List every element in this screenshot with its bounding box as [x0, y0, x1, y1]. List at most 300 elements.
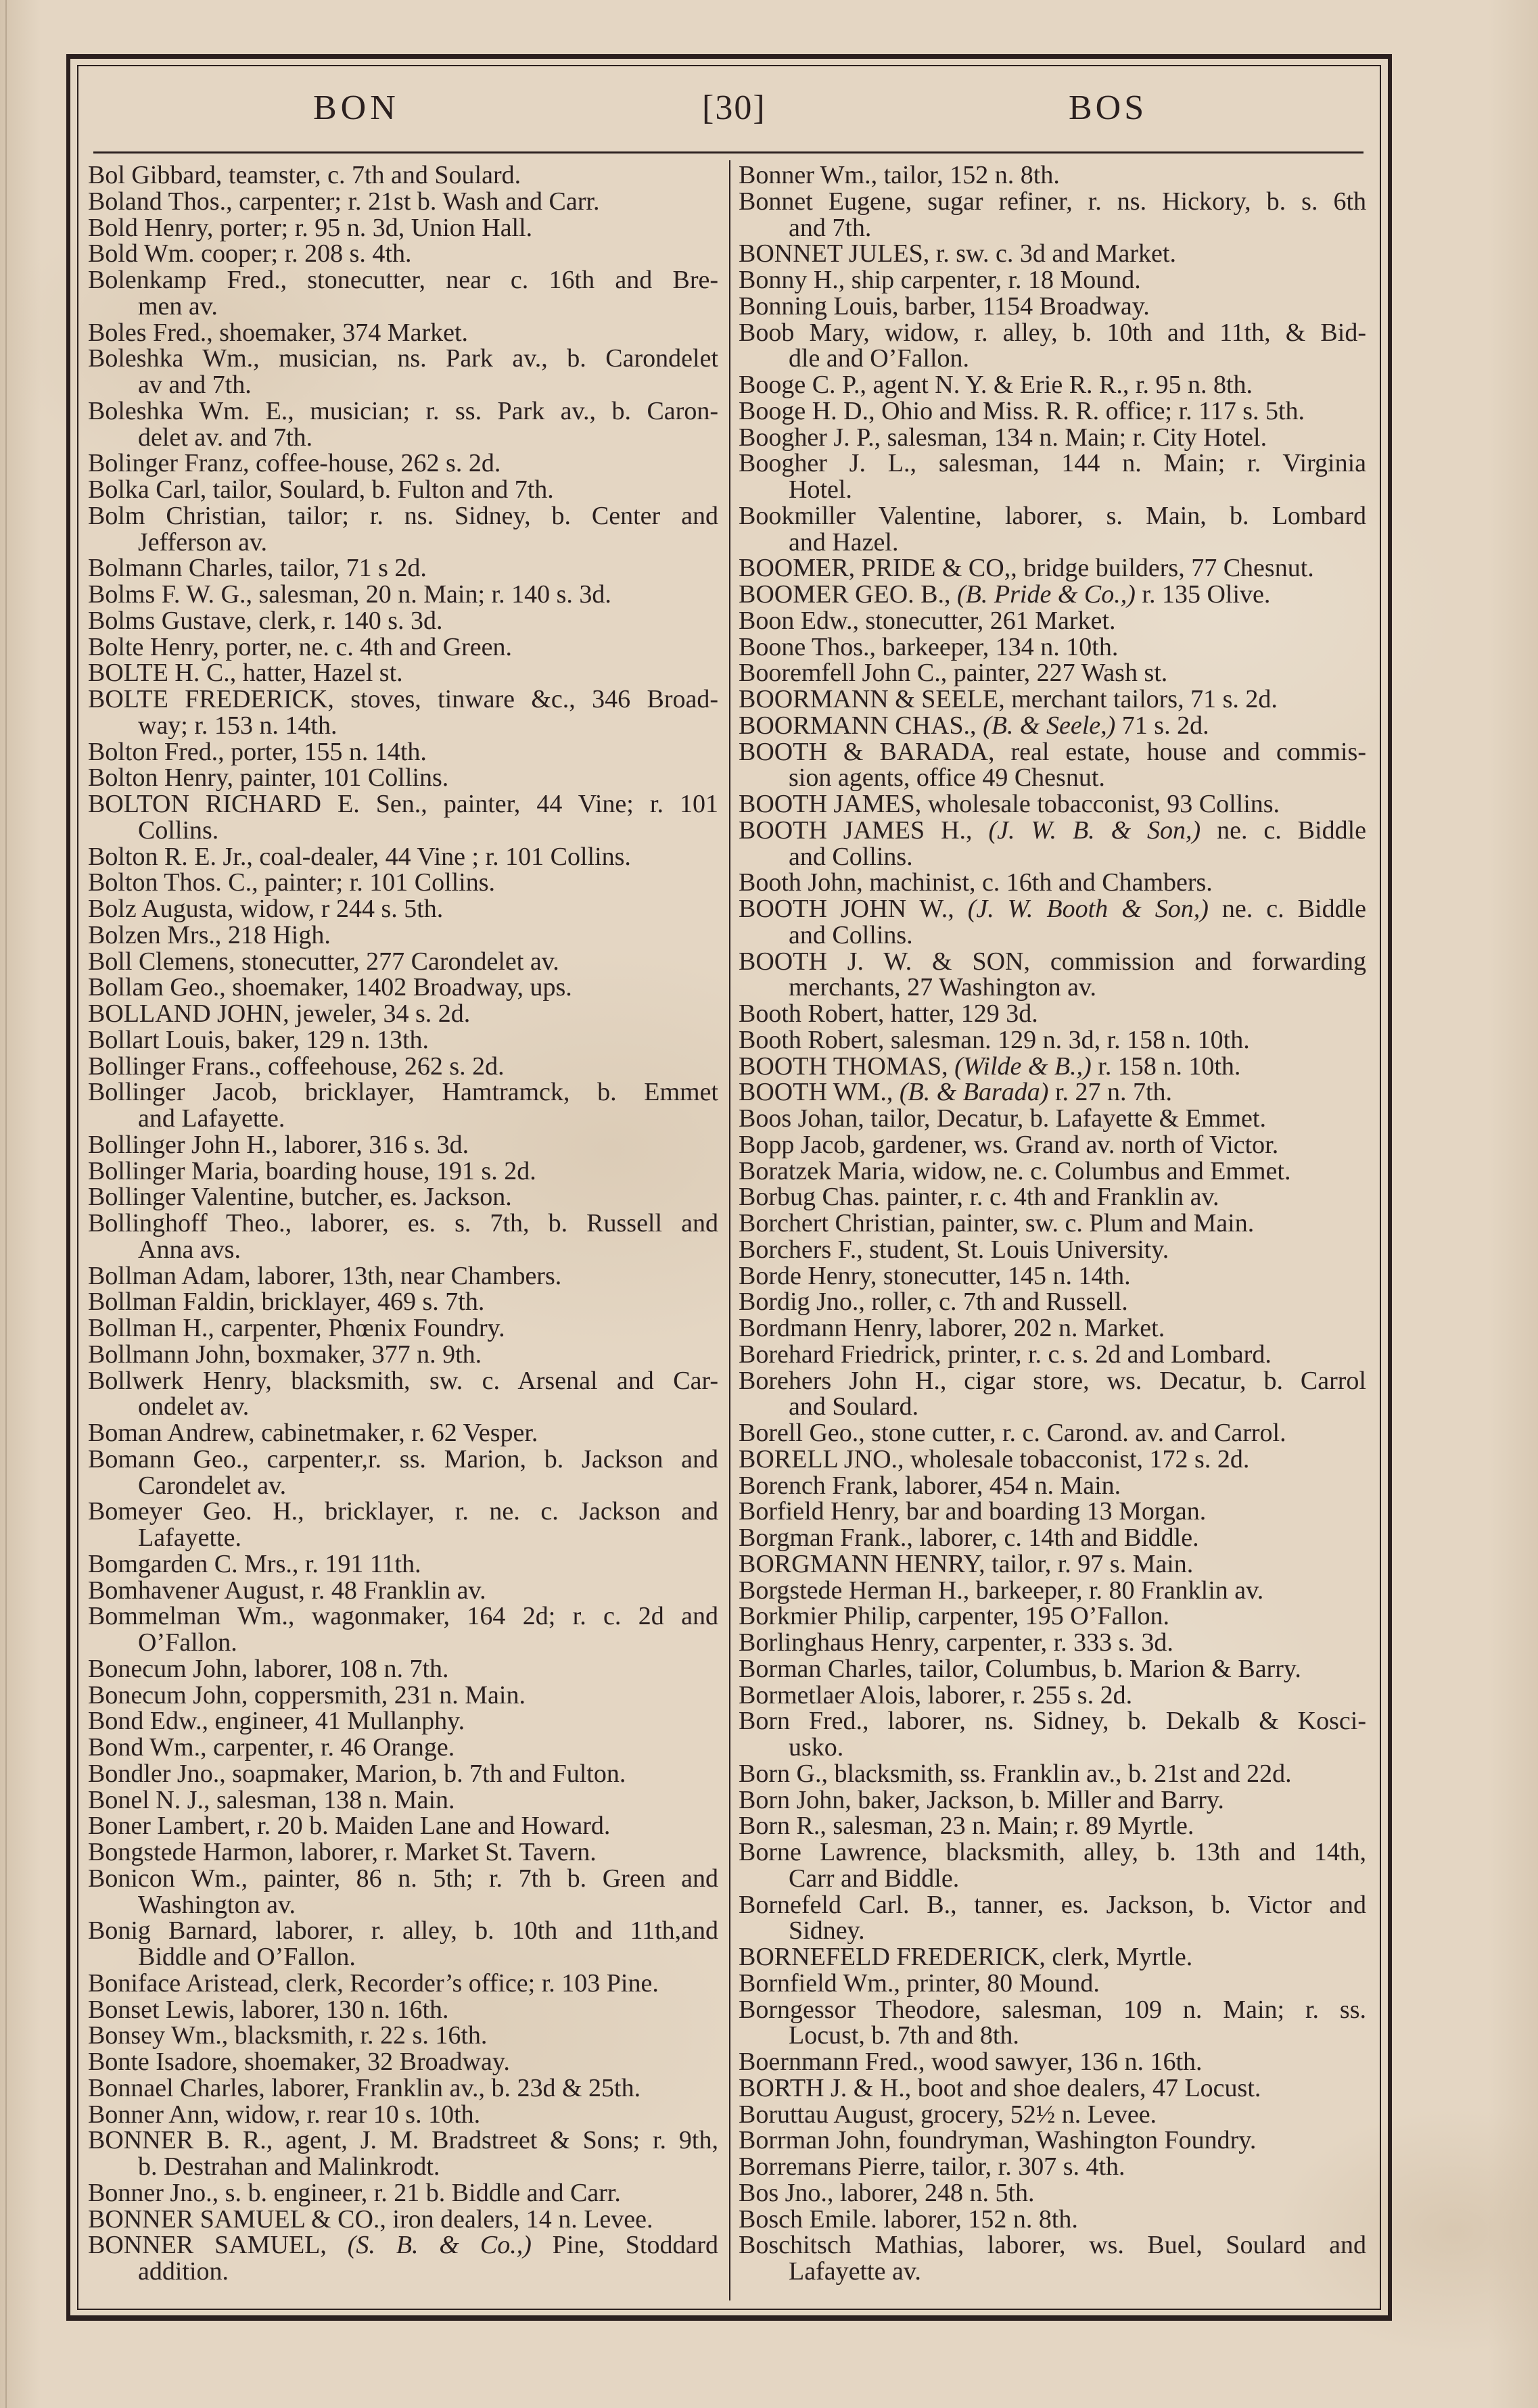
- entry-text: Bond Edw., engineer, 41 Mullanphy.: [88, 1707, 465, 1736]
- entry-text: Bongstede Harmon, laborer, r. Market St. Tavern.: [88, 1838, 597, 1866]
- entry-text: Borgman Frank., laborer, c. 14th and Biddle.: [739, 1524, 1199, 1552]
- entry-text: Bomann Geo., carpenter,r. ss. Marion, b. Jackson and: [88, 1444, 718, 1473]
- entry-text: BONNET JULES, r. sw. c. 3d and Market.: [739, 239, 1176, 268]
- entry-line: [739, 1944, 1366, 1970]
- entry-text: Borchert Christian, painter, sw. c. Plum and Main.: [739, 1209, 1255, 1237]
- directory-entry: [88, 870, 718, 896]
- entry-line: [739, 2049, 1366, 2075]
- entry-line: [88, 1315, 718, 1342]
- directory-entry: [88, 582, 718, 608]
- entry-text: Lafayette.: [138, 1524, 241, 1552]
- directory-entry: [88, 1498, 718, 1551]
- entry-continuation-line: [88, 1237, 718, 1263]
- entry-text: Bolm Christian, tailor; r. ns. Sidney, b. Center and: [88, 501, 718, 530]
- directory-entry: [88, 1342, 718, 1368]
- entry-text: Hotel.: [789, 475, 852, 504]
- directory-entry: [88, 241, 718, 267]
- entry-text: Borchers F., student, St. Louis University.: [739, 1235, 1169, 1264]
- directory-entry: [88, 844, 718, 870]
- header-last-word: BOS: [1069, 89, 1148, 127]
- entry-line: [88, 1368, 718, 1394]
- entry-text: Bolton Thos. C., painter; r. 101 Collins.: [88, 868, 496, 897]
- entry-line: [739, 450, 1366, 477]
- directory-entry: [88, 503, 718, 556]
- directory-entry: [739, 1498, 1366, 1525]
- directory-entry: [739, 1132, 1366, 1158]
- directory-entry: [88, 1734, 718, 1761]
- entry-text: usko.: [789, 1733, 844, 1762]
- entry-text: and Soulard.: [789, 1392, 919, 1421]
- entry-line: [739, 1997, 1366, 2023]
- entry-line: [739, 1054, 1366, 1080]
- directory-entry: [739, 241, 1366, 267]
- entry-text: Borremans Pierre, tailor, r. 307 s. 4th.: [739, 2152, 1125, 2181]
- directory-entry: [88, 634, 718, 661]
- entry-text: Borde Henry, stonecutter, 145 n. 14th.: [739, 1261, 1131, 1290]
- entry-line: [88, 2023, 718, 2049]
- directory-entry: [88, 1708, 718, 1734]
- directory-entry: [739, 1656, 1366, 1682]
- entry-line: [88, 1839, 718, 1866]
- entry-text-segment: ne. c. Biddle: [1208, 895, 1367, 923]
- entry-text: Bonner Ann, widow, r. rear 10 s. 10th.: [88, 2100, 481, 2129]
- entry-line: [739, 634, 1366, 661]
- header-first-word: BON: [313, 89, 400, 127]
- directory-entry: [739, 1446, 1366, 1473]
- directory-entry: [739, 713, 1366, 739]
- entry-continuation-line: [88, 713, 718, 739]
- entry-line: [739, 1210, 1366, 1237]
- directory-entry: [739, 1263, 1366, 1290]
- entry-text: Bonecum John, laborer, 108 n. 7th.: [88, 1654, 449, 1683]
- entry-text: Bos Jno., laborer, 248 n. 5th.: [739, 2178, 1035, 2207]
- entry-continuation-line: [88, 1892, 718, 1918]
- entry-text: Boles Fred., shoemaker, 374 Market.: [88, 318, 469, 347]
- directory-entry: [739, 1106, 1366, 1132]
- entry-text: Booremfell John C., painter, 227 Wash st.: [739, 659, 1168, 688]
- entry-text: Bonnael Charles, laborer, Franklin av., b. 23d & 25th.: [88, 2073, 641, 2102]
- entry-line: [739, 739, 1366, 765]
- directory-entry: [739, 1027, 1366, 1054]
- entry-text: Carondelet av.: [138, 1471, 287, 1500]
- entry-continuation-line: [88, 529, 718, 556]
- directory-entry: [739, 949, 1366, 1001]
- entry-text: Bomeyer Geo. H., bricklayer, r. ne. c. Jackson and: [88, 1497, 718, 1526]
- entry-text: Bollinger Valentine, butcher, es. Jackson.: [88, 1183, 512, 1212]
- entry-line: [739, 1525, 1366, 1551]
- entry-continuation-line: [739, 1866, 1366, 1892]
- entry-text: Bornefeld Carl. B., tanner, es. Jackson, b. Victor and: [739, 1890, 1366, 1919]
- entry-line: [739, 267, 1366, 293]
- firm-reference-italic: (B. Pride & Co.,): [957, 580, 1136, 609]
- entry-continuation-line: [88, 1394, 718, 1420]
- directory-entry: [739, 1079, 1366, 1106]
- entry-text: Borkmier Philip, carpenter, 195 O’Fallon.: [739, 1602, 1169, 1631]
- directory-entry: [88, 1866, 718, 1918]
- entry-line: [88, 660, 718, 686]
- entry-text: Borrman John, foundryman, Washington Foundry.: [739, 2126, 1257, 2155]
- entry-text: BORGMANN HENRY, tailor, r. 97 s. Main.: [739, 1549, 1194, 1578]
- entry-text: Bordmann Henry, laborer, 202 n. Market.: [739, 1314, 1165, 1342]
- directory-entry: [88, 267, 718, 320]
- entry-line: [88, 1079, 718, 1106]
- entry-text: Bollam Geo., shoemaker, 1402 Broadway, ups.: [88, 973, 572, 1002]
- entry-line: [88, 162, 718, 189]
- directory-entry: [739, 1237, 1366, 1263]
- directory-entry: [88, 1787, 718, 1814]
- firm-reference-italic: (B. & Seele,): [983, 711, 1116, 740]
- entry-line: [88, 1761, 718, 1787]
- entry-text: Bolka Carl, tailor, Soulard, b. Fulton and 7th.: [88, 475, 554, 504]
- entry-line: [739, 1263, 1366, 1290]
- entry-text: BORELL JNO., wholesale tobacconist, 172 s. 2d.: [739, 1444, 1250, 1473]
- entry-text-segment: r. 135 Olive.: [1135, 580, 1271, 609]
- directory-entry: [88, 1184, 718, 1210]
- entry-line: [88, 791, 718, 818]
- directory-entry: [88, 1997, 718, 2023]
- firm-reference-italic: (J. W. Booth & Son,): [967, 895, 1209, 923]
- entry-line: [739, 320, 1366, 346]
- entry-text: [739, 818, 1366, 844]
- entry-text: way; r. 153 n. 14th.: [138, 711, 337, 740]
- page-edge-line: [5, 0, 7, 2408]
- entry-text-segment: r. 158 n. 10th.: [1091, 1052, 1241, 1081]
- entry-text: merchants, 27 Washington av.: [789, 973, 1096, 1002]
- directory-entry: [739, 1708, 1366, 1761]
- entry-text: BOOMER, PRIDE & CO,, bridge builders, 77 Chesnut.: [739, 554, 1314, 583]
- directory-entry: [739, 1787, 1366, 1814]
- entry-text: Bold Wm. cooper; r. 208 s. 4th.: [88, 239, 412, 268]
- directory-entry: [739, 1289, 1366, 1315]
- entry-line: [88, 2102, 718, 2128]
- entry-line: [88, 1603, 718, 1630]
- entry-text: Bonner Jno., s. b. engineer, r. 21 b. Biddle and Carr.: [88, 2178, 621, 2207]
- directory-entry: [88, 1263, 718, 1290]
- entry-text: Bolms Gustave, clerk, r. 140 s. 3d.: [88, 606, 443, 635]
- directory-entry: [739, 1761, 1366, 1787]
- entry-text: Bollman Faldin, bricklayer, 469 s. 7th.: [88, 1288, 485, 1317]
- entry-text: Boman Andrew, cabinetmaker, r. 62 Vesper.: [88, 1419, 538, 1447]
- entry-line: [739, 1498, 1366, 1525]
- entry-text-segment: r. 27 n. 7th.: [1048, 1078, 1173, 1107]
- entry-line: [88, 844, 718, 870]
- entry-text: Boogher J. P., salesman, 134 n. Main; r. City Hotel.: [739, 423, 1267, 452]
- entry-continuation-line: [739, 922, 1366, 949]
- firm-reference-italic: (J. W. B. & Son,): [988, 816, 1201, 845]
- entry-text-segment: BOOTH WM.,: [739, 1078, 900, 1107]
- entry-text: Bolte Henry, porter, ne. c. 4th and Green.: [88, 632, 513, 661]
- entry-line: [88, 1342, 718, 1368]
- entry-line: [88, 1132, 718, 1158]
- entry-text: Boruttau August, grocery, 52½ n. Levee.: [739, 2100, 1157, 2129]
- entry-continuation-line: [739, 844, 1366, 870]
- entry-text-segment: BOOTH JOHN W.,: [739, 895, 968, 923]
- entry-text: Boner Lambert, r. 20 b. Maiden Lane and Howard.: [88, 1812, 611, 1841]
- entry-text: Bolton R. E. Jr., coal-dealer, 44 Vine ; r. 101 Collins.: [88, 842, 631, 871]
- entry-text: BOOTH JAMES, wholesale tobacconist, 93 Collins.: [739, 790, 1280, 818]
- directory-entry: [739, 1682, 1366, 1709]
- entry-text: Boland Thos., carpenter; r. 21st b. Wash and Carr.: [88, 187, 600, 216]
- entry-line: [88, 1708, 718, 1734]
- entry-text: Bollwerk Henry, blacksmith, sw. c. Arsenal and Car-: [88, 1366, 718, 1395]
- entry-text: Bonel N. J., salesman, 138 n. Main.: [88, 1785, 455, 1814]
- entry-text: Bomgarden C. Mrs., r. 191 11th.: [88, 1549, 421, 1578]
- entry-text: Bonig Barnard, laborer, r. alley, b. 10th and 11th,and: [88, 1916, 718, 1945]
- entry-line: [88, 582, 718, 608]
- directory-entry: [739, 1813, 1366, 1839]
- entry-line: [88, 215, 718, 241]
- entry-line: [88, 686, 718, 713]
- entry-line: [739, 2075, 1366, 2102]
- entry-line: [739, 293, 1366, 320]
- entry-text: Boniface Aristead, clerk, Recorder’s office; r. 103 Pine.: [88, 1968, 659, 1998]
- directory-entry: [88, 1970, 718, 1997]
- entry-text: Booge C. P., agent N. Y. & Erie R. R., r. 95 n. 8th.: [739, 371, 1253, 399]
- entry-text: and 7th.: [789, 213, 872, 242]
- entry-line: [739, 1839, 1366, 1866]
- directory-entry: [88, 215, 718, 241]
- directory-entry: [88, 791, 718, 844]
- entry-text: Bornfield Wm., printer, 80 Mound.: [739, 1968, 1100, 1998]
- directory-entry: [739, 2180, 1366, 2206]
- entry-text: addition.: [138, 2257, 229, 2286]
- directory-entry: [739, 1368, 1366, 1421]
- entry-text: BOLLAND JOHN, jeweler, 34 s. 2d.: [88, 999, 471, 1028]
- directory-entry: [88, 1813, 718, 1839]
- directory-entry: [739, 1839, 1366, 1892]
- directory-entry: [739, 2232, 1366, 2285]
- entry-continuation-line: [739, 1918, 1366, 1944]
- entry-line: [739, 1761, 1366, 1787]
- entry-line: [88, 1578, 718, 1604]
- entry-text: Booth Robert, salesman. 129 n. 3d, r. 158 n. 10th.: [739, 1025, 1250, 1054]
- header-rule: [93, 151, 1364, 154]
- entry-text: Born G., blacksmith, ss. Franklin av., b. 21st and 22d.: [739, 1759, 1292, 1788]
- directory-entry: [739, 2127, 1366, 2154]
- directory-entry: [739, 660, 1366, 686]
- entry-text: men av.: [138, 291, 218, 321]
- directory-entry: [739, 686, 1366, 713]
- directory-entry: [739, 372, 1366, 398]
- entry-line: [739, 1446, 1366, 1473]
- entry-text: Carr and Biddle.: [789, 1864, 960, 1893]
- directory-entry: [739, 1997, 1366, 2050]
- entry-text: Borgstede Herman H., barkeeper, r. 80 Franklin av.: [739, 1576, 1264, 1605]
- entry-continuation-line: [88, 1525, 718, 1551]
- entry-text: Bollmann John, boxmaker, 377 n. 9th.: [88, 1340, 482, 1369]
- directory-entry: [739, 2049, 1366, 2075]
- directory-entry: [88, 398, 718, 451]
- directory-entry: [88, 765, 718, 791]
- entry-line: [739, 1892, 1366, 1918]
- entry-line: [88, 2180, 718, 2206]
- entry-line: [739, 1630, 1366, 1656]
- entry-line: [739, 686, 1366, 713]
- entry-text: Bollinghoff Theo., laborer, es. s. 7th, b. Russell and: [88, 1209, 718, 1237]
- directory-entry: [739, 267, 1366, 293]
- directory-entry: [88, 1682, 718, 1709]
- directory-entry: [88, 555, 718, 582]
- entry-line: [88, 189, 718, 215]
- entry-line: [739, 1106, 1366, 1132]
- entry-line: [88, 2127, 718, 2154]
- entry-line: [88, 1970, 718, 1997]
- entry-continuation-line: [739, 1734, 1366, 1761]
- entry-line: [88, 739, 718, 765]
- directory-entry: [88, 2127, 718, 2180]
- entry-line: [739, 1473, 1366, 1499]
- entry-continuation-line: [88, 372, 718, 398]
- entry-text: Bookmiller Valentine, laborer, s. Main, b. Lombard: [739, 501, 1366, 530]
- entry-text: [88, 2232, 718, 2259]
- directory-entry: [88, 1054, 718, 1080]
- entry-line: [88, 477, 718, 503]
- entry-text: [739, 1079, 1172, 1106]
- entry-text: sion agents, office 49 Chesnut.: [789, 763, 1105, 793]
- entry-text: BOLTE H. C., hatter, Hazel st.: [88, 659, 403, 688]
- entry-line: [88, 1263, 718, 1290]
- entry-line: [739, 555, 1366, 582]
- entry-line: [739, 818, 1366, 844]
- entry-text: Bonset Lewis, laborer, 130 n. 16th.: [88, 1995, 449, 2024]
- entry-text: Lafayette av.: [789, 2257, 921, 2286]
- directory-entry: [739, 1944, 1366, 1970]
- entry-text: Borehers John H., cigar store, ws. Decatur, b. Carrol: [739, 1366, 1366, 1395]
- entry-line: [739, 1001, 1366, 1027]
- directory-entry: [88, 1603, 718, 1656]
- entry-text: Boschitsch Mathias, laborer, ws. Buel, Soulard and: [739, 2231, 1366, 2260]
- entry-text: and Collins.: [789, 842, 913, 871]
- entry-line: [88, 634, 718, 661]
- entry-text: b. Destrahan and Malinkrodt.: [138, 2152, 440, 2181]
- entry-text: Born R., salesman, 23 n. Main; r. 89 Myrtle.: [739, 1812, 1194, 1841]
- directory-entry: [739, 1210, 1366, 1237]
- directory-entry: [88, 1551, 718, 1578]
- entry-line: [739, 608, 1366, 634]
- directory-entry: [88, 189, 718, 215]
- entry-text: Locust, b. 7th and 8th.: [789, 2021, 1019, 2050]
- entry-line: [739, 582, 1366, 608]
- directory-entry: [88, 2049, 718, 2075]
- entry-text: Washington av.: [138, 1890, 296, 1919]
- entry-line: [739, 713, 1366, 739]
- entry-text: Bollinger Jacob, bricklayer, Hamtramck, b. Emmet: [88, 1078, 718, 1107]
- entry-text: Boleshka Wm. E., musician; r. ss. Park av., b. Caron-: [88, 396, 718, 425]
- directory-entry: [739, 2206, 1366, 2233]
- directory-entry: [739, 582, 1366, 608]
- directory-entry: [88, 739, 718, 765]
- entry-text: Bopp Jacob, gardener, ws. Grand av. north of Victor.: [739, 1130, 1279, 1159]
- directory-entry: [88, 1578, 718, 1604]
- entry-text: Boos Johan, tailor, Decatur, b. Lafayette & Emmet.: [739, 1104, 1266, 1133]
- entry-text: Bolmann Charles, tailor, 71 s 2d.: [88, 554, 427, 583]
- entry-line: [88, 1498, 718, 1525]
- entry-text: Bonning Louis, barber, 1154 Broadway.: [739, 291, 1150, 321]
- entry-text: Borfield Henry, bar and boarding 13 Morgan.: [739, 1497, 1207, 1526]
- entry-continuation-line: [88, 425, 718, 451]
- entry-text: Collins.: [138, 816, 219, 845]
- entry-line: [739, 1682, 1366, 1709]
- entry-line: [739, 870, 1366, 896]
- directory-entry: [88, 162, 718, 189]
- entry-line: [739, 1578, 1366, 1604]
- entry-text: delet av. and 7th.: [138, 423, 313, 452]
- entry-continuation-line: [739, 215, 1366, 241]
- entry-continuation-line: [88, 293, 718, 320]
- entry-text: Bolz Augusta, widow, r 244 s. 5th.: [88, 895, 444, 923]
- directory-entry: [739, 2102, 1366, 2128]
- entry-continuation-line: [739, 1394, 1366, 1420]
- entry-text-segment: BOOTH THOMAS,: [739, 1052, 955, 1081]
- entry-line: [739, 1970, 1366, 1997]
- directory-entry: [739, 1551, 1366, 1578]
- entry-text: Bonicon Wm., painter, 86 n. 5th; r. 7th b. Green and: [88, 1864, 718, 1893]
- directory-entry: [739, 1158, 1366, 1185]
- entry-text-segment: ne. c. Biddle: [1201, 816, 1366, 845]
- directory-entry: [88, 949, 718, 975]
- entry-text: Boleshka Wm., musician, ns. Park av., b. Carondelet: [88, 344, 718, 373]
- directory-entry: [88, 2023, 718, 2049]
- entry-text: BOOTH J. W. & SON, commission and forwarding: [739, 947, 1366, 976]
- entry-line: [88, 1054, 718, 1080]
- entry-line: [739, 1368, 1366, 1394]
- directory-entry: [88, 320, 718, 346]
- entry-text: Borbug Chas. painter, r. c. 4th and Franklin av.: [739, 1183, 1219, 1212]
- entry-line: [88, 1997, 718, 2023]
- entry-line: [88, 974, 718, 1001]
- entry-line: [88, 1682, 718, 1709]
- entry-line: [739, 896, 1366, 922]
- entry-continuation-line: [88, 2154, 718, 2180]
- directory-entry: [739, 896, 1366, 949]
- directory-entry: [739, 1473, 1366, 1499]
- entry-line: [739, 425, 1366, 451]
- entry-text: Booth John, machinist, c. 16th and Chambers.: [739, 868, 1213, 897]
- directory-entry: [739, 1420, 1366, 1446]
- entry-line: [739, 2180, 1366, 2206]
- entry-text: Bomhavener August, r. 48 Franklin av.: [88, 1576, 486, 1605]
- entry-text: BOLTE FREDERICK, stoves, tinware &c., 346 Broad-: [88, 685, 718, 713]
- entry-line: [739, 2127, 1366, 2154]
- entry-text: Borlinghaus Henry, carpenter, r. 333 s. 3d.: [739, 1628, 1173, 1657]
- directory-entry: [88, 1027, 718, 1054]
- directory-entry: [88, 1132, 718, 1158]
- directory-entry: [739, 1342, 1366, 1368]
- directory-entry: [739, 1630, 1366, 1656]
- entry-line: [88, 1918, 718, 1944]
- directory-entry: [88, 2075, 718, 2102]
- entry-line: [739, 1656, 1366, 1682]
- entry-text: and Lafayette.: [138, 1104, 285, 1133]
- entry-line: [739, 241, 1366, 267]
- directory-entry: [739, 818, 1366, 870]
- entry-text: ondelet av.: [138, 1392, 250, 1421]
- entry-line: [739, 1420, 1366, 1446]
- page-number: [30]: [702, 89, 766, 127]
- entry-text: [739, 713, 1209, 739]
- directory-entry: [739, 1603, 1366, 1630]
- firm-reference-italic: (B. & Barada): [899, 1078, 1049, 1107]
- entry-text: Boone Thos., barkeeper, 134 n. 10th.: [739, 632, 1119, 661]
- directory-entry: [739, 503, 1366, 556]
- entry-text: Boon Edw., stonecutter, 261 Market.: [739, 606, 1116, 635]
- entry-text: Bond Wm., carpenter, r. 46 Orange.: [88, 1733, 455, 1762]
- entry-line: [88, 765, 718, 791]
- entry-line: [739, 1184, 1366, 1210]
- entry-text: Bollinger Maria, boarding house, 191 s. 2d.: [88, 1156, 536, 1185]
- entry-text: dle and O’Fallon.: [789, 344, 970, 373]
- entry-text: Bollinger John H., laborer, 316 s. 3d.: [88, 1130, 469, 1159]
